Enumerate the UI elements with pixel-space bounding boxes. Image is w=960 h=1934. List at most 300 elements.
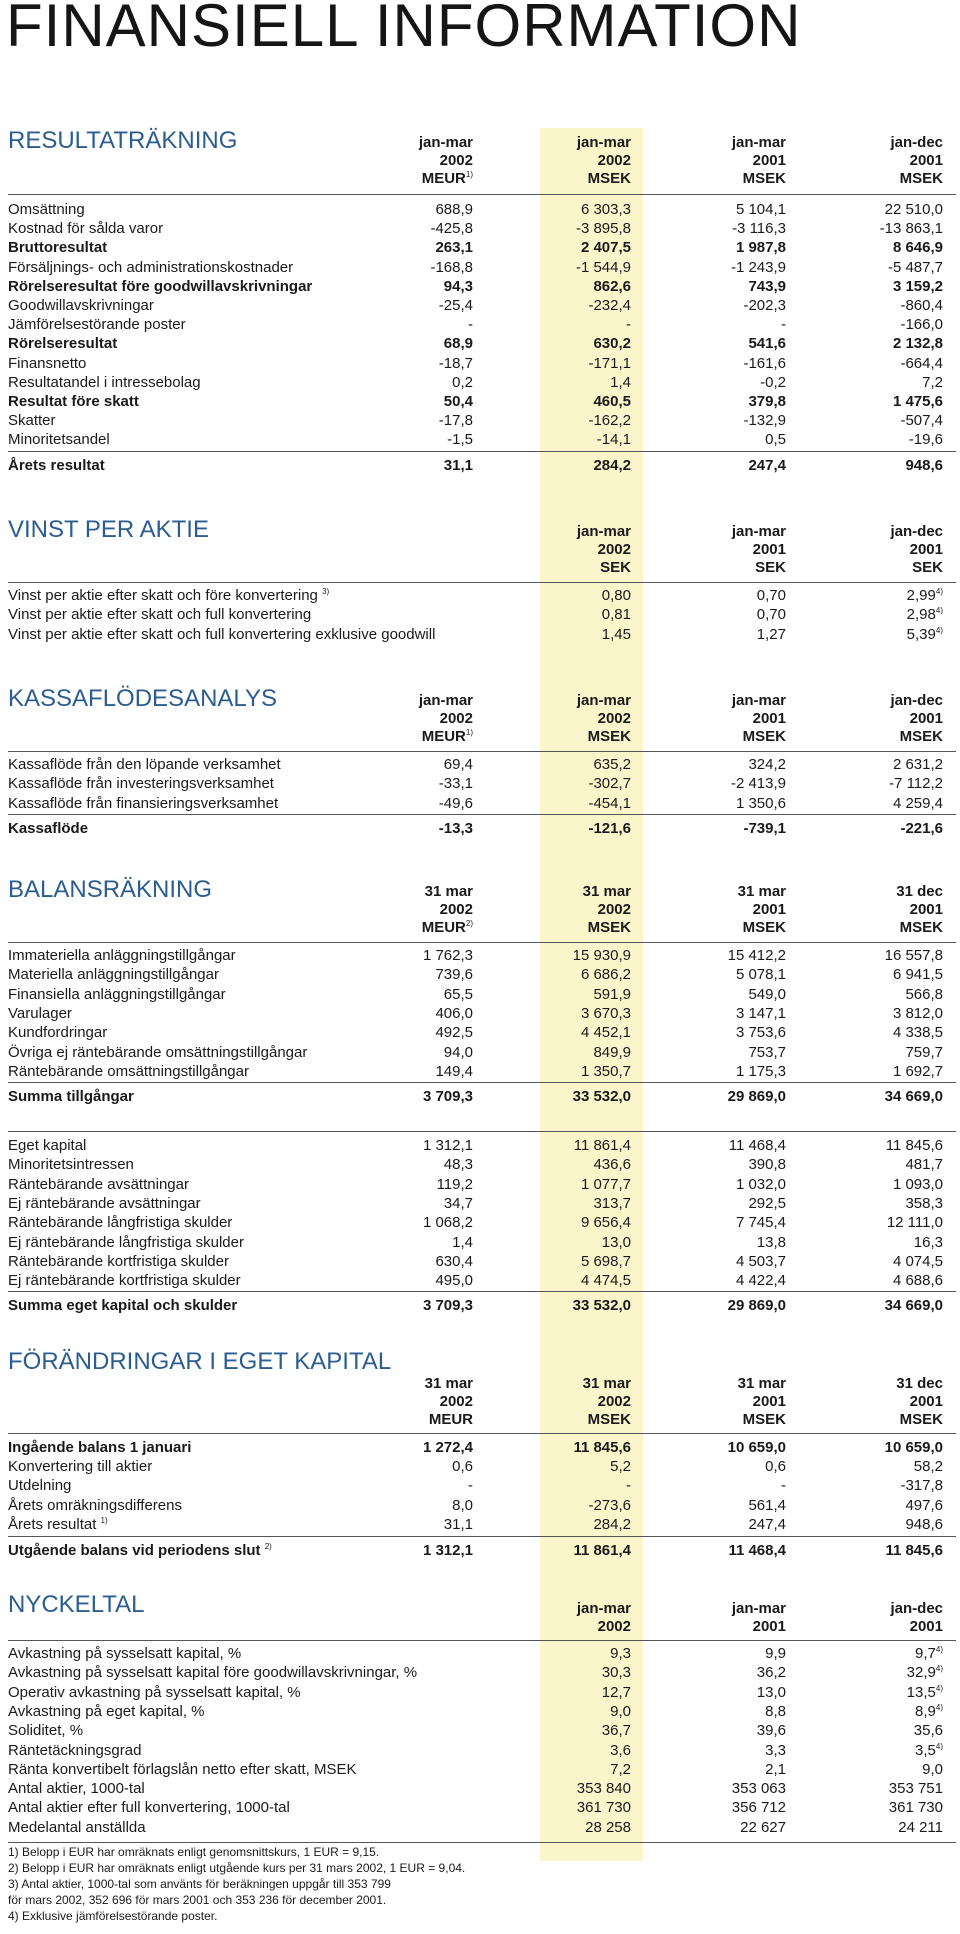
cell-value: -132,9 (743, 412, 786, 430)
row-label: Övriga ej räntebärande omsättningstillgångar (8, 1043, 308, 1061)
cell-value: 2,98$^{4)}$ (906, 606, 943, 624)
cell-value: 324,2 (748, 756, 786, 773)
row-label: Vinst per aktie efter skatt och full konvertering exklusive goodwill (8, 625, 436, 643)
table-row (8, 354, 948, 373)
cell-value: 33 532,0 (572, 1297, 631, 1314)
table-row (8, 200, 948, 219)
cell-value: 0,70 (756, 606, 786, 624)
col-header: jan-dec 2001 MSEK (890, 134, 943, 187)
table-row (8, 1541, 948, 1560)
cell-value: 15 930,9 (572, 947, 631, 964)
col-header: jan-dec 2001 MSEK (890, 692, 943, 745)
cell-value: -25,4 (438, 297, 473, 314)
cell-value: 497,6 (905, 1496, 943, 1514)
cell-value: -1 243,9 (730, 258, 786, 276)
table-row (8, 1438, 948, 1457)
cell-value: 1 077,7 (580, 1175, 631, 1193)
cell-value: -5 487,7 (887, 258, 943, 276)
cell-value: 1 350,7 (580, 1062, 631, 1080)
cell-value: 1 762,3 (422, 947, 473, 964)
table-row (8, 1476, 948, 1495)
row-label: Konvertering till aktier (8, 1458, 153, 1475)
cell-value: 739,6 (435, 966, 473, 984)
row-label: Rörelseresultat före goodwillavskrivningar (8, 277, 313, 295)
section-title: FÖRÄNDRINGAR I EGET KAPITAL (8, 1348, 392, 1375)
row-label: Medelantal anställda (8, 1818, 146, 1836)
table-row (8, 1663, 948, 1682)
cell-value: 2 631,2 (892, 756, 943, 773)
cell-value: 591,9 (593, 985, 631, 1003)
col-header: 31 dec 2001 MSEK (896, 883, 943, 936)
cell-value: 0,70 (756, 587, 786, 604)
table-row (8, 1004, 948, 1023)
col-header: jan-dec 2001 SEK (890, 523, 943, 576)
table-row (8, 219, 948, 238)
cell-value: 1,45 (601, 625, 631, 643)
cell-value: -664,4 (900, 354, 943, 372)
divider (8, 194, 956, 195)
cell-value: 361 730 (888, 1799, 943, 1817)
row-label: Räntebärande långfristiga skulder (8, 1214, 233, 1232)
divider (8, 1131, 956, 1132)
cell-value: -18,7 (438, 354, 473, 372)
cell-value: 22 627 (740, 1818, 786, 1836)
page-title: FINANSIELL INFORMATION (6, 0, 802, 59)
row-label: Räntetäckningsgrad (8, 1741, 142, 1759)
row-label: Summa tillgångar (8, 1088, 134, 1105)
table-row (8, 1233, 948, 1252)
cell-value: 50,4 (443, 393, 473, 410)
table-row (8, 1043, 948, 1062)
cell-value: -7 112,2 (889, 775, 943, 793)
footnotes (8, 1844, 465, 1924)
divider (8, 1291, 956, 1292)
cell-value: 688,9 (435, 201, 473, 218)
cell-value: 35,6 (913, 1722, 943, 1740)
row-label: Soliditet, % (8, 1722, 84, 1740)
cell-value: 3 670,3 (580, 1004, 631, 1022)
cell-value: 119,2 (436, 1175, 473, 1193)
table-row (8, 1515, 948, 1534)
table-row (8, 1087, 948, 1106)
cell-value: 39,6 (756, 1722, 786, 1740)
row-label: Eget kapital (8, 1137, 87, 1154)
cell-value: 3,5$^{4)}$ (915, 1741, 943, 1759)
table-row (8, 430, 948, 449)
cell-value: 4 452,1 (580, 1024, 631, 1042)
cell-value: -3 895,8 (575, 220, 631, 238)
cell-value: 4 474,5 (580, 1272, 631, 1290)
table-row (8, 1644, 948, 1663)
cell-value: 33 532,0 (572, 1088, 631, 1105)
cell-value: -1 544,9 (575, 258, 631, 276)
cell-value: -2 413,9 (730, 775, 786, 793)
cell-value: 1 987,8 (735, 239, 786, 257)
cell-value: 12,7 (601, 1683, 631, 1701)
cell-value: 3,6 (610, 1741, 631, 1759)
cell-value: 12 111,0 (886, 1214, 943, 1232)
cell-value: 6 686,2 (580, 966, 631, 984)
cell-value: 30,3 (601, 1664, 631, 1682)
cell-value: 22 510,0 (884, 201, 943, 218)
cell-value: 1,4 (610, 373, 631, 391)
col-header: 31 dec 2001 MSEK (896, 1375, 943, 1428)
divider (8, 751, 956, 752)
row-label: Räntebärande avsättningar (8, 1175, 189, 1193)
cell-value: 753,7 (748, 1043, 786, 1061)
cell-value: 1 312,1 (422, 1137, 473, 1154)
table-row (8, 1702, 948, 1721)
cell-value: 4 503,7 (735, 1252, 786, 1270)
table-row (8, 1136, 948, 1155)
cell-value: 3 159,2 (892, 277, 943, 295)
row-label: Årets omräkningsdifferens (8, 1496, 182, 1514)
cell-value: 31,1 (443, 457, 473, 474)
row-label: Omsättning (8, 201, 85, 218)
col-header: jan-mar 2001 (731, 1600, 786, 1635)
divider (8, 1082, 956, 1083)
cell-value: 630,2 (593, 335, 631, 353)
divider (8, 1640, 956, 1641)
cell-value: 2 407,5 (580, 239, 631, 257)
cell-value: 36,2 (756, 1664, 786, 1682)
cell-value: 69,4 (443, 756, 473, 773)
cell-value: 1 692,7 (892, 1062, 943, 1080)
col-header: 31 mar 2002 MSEK (582, 883, 631, 936)
row-label: Rörelseresultat (8, 335, 118, 353)
cell-value: 11 468,4 (728, 1542, 786, 1559)
cell-value: 34 669,0 (884, 1088, 943, 1105)
col-header: jan-mar 2002 MEUR$^{1)}$ (418, 134, 473, 187)
row-label: Antal aktier, 1000-tal (8, 1780, 145, 1798)
cell-value: 549,0 (748, 985, 786, 1003)
cell-value: 8 646,9 (892, 239, 943, 257)
cell-value: 13,8 (756, 1233, 786, 1251)
cell-value: 3 709,3 (422, 1088, 473, 1105)
col-header: jan-mar 2001 MSEK (731, 134, 786, 187)
table-row (8, 1155, 948, 1174)
table-row (8, 1023, 948, 1042)
cell-value: -739,1 (743, 820, 786, 837)
cell-value: 5,39$^{4)}$ (906, 625, 943, 643)
cell-value: -273,6 (588, 1496, 631, 1514)
footnote: för mars 2002, 352 696 för mars 2001 och 353 236 för december 2001. (8, 1893, 387, 1907)
row-label: Kostnad för sålda varor (8, 220, 164, 238)
cell-value: 356 712 (731, 1799, 786, 1817)
table-row (8, 1194, 948, 1213)
cell-value: 31,1 (443, 1515, 473, 1533)
cell-value: 7,2 (610, 1760, 631, 1778)
row-label: Summa eget kapital och skulder (8, 1297, 238, 1314)
cell-value: 7 745,4 (735, 1214, 786, 1232)
cell-value: 11 845,6 (573, 1439, 631, 1456)
cell-value: 28 258 (585, 1818, 631, 1836)
row-label: Minoritetsandel (8, 431, 110, 449)
row-label: Bruttoresultat (8, 239, 108, 257)
cell-value: 149,4 (435, 1062, 473, 1080)
cell-value: 2,99$^{4)}$ (906, 587, 943, 604)
row-label: Räntebärande omsättningstillgångar (8, 1062, 249, 1080)
table-row (8, 238, 948, 257)
table-row (8, 1818, 948, 1837)
cell-value: 0,6 (765, 1458, 786, 1475)
cell-value: 34,7 (443, 1194, 473, 1212)
cell-value: - (626, 316, 631, 334)
cell-value: 11 845,6 (885, 1542, 943, 1559)
cell-value: 1 312,1 (422, 1542, 473, 1559)
section-title: NYCKELTAL (8, 1591, 145, 1618)
row-label: Minoritetsintressen (8, 1156, 134, 1174)
cell-value: 8,9$^{4)}$ (915, 1702, 943, 1720)
row-label: Skatter (8, 412, 56, 430)
cell-value: 5 104,1 (735, 201, 786, 218)
cell-value: 15 412,2 (727, 947, 786, 964)
cell-value: -317,8 (900, 1477, 943, 1495)
table-row (8, 1296, 948, 1315)
cell-value: -14,1 (596, 431, 631, 449)
table-row (8, 946, 948, 965)
cell-value: -33,1 (438, 775, 473, 793)
cell-value: 9,3 (610, 1645, 631, 1662)
divider (8, 1433, 956, 1434)
cell-value: 11 845,6 (885, 1137, 943, 1154)
cell-value: 759,7 (905, 1043, 943, 1061)
cell-value: 1 175,3 (735, 1062, 786, 1080)
table-row (8, 605, 948, 624)
cell-value: -302,7 (588, 775, 631, 793)
cell-value: 13,0 (756, 1683, 786, 1701)
cell-value: 6 303,3 (580, 201, 631, 218)
cell-value: 0,80 (601, 587, 631, 604)
cell-value: 24 211 (898, 1818, 943, 1836)
cell-value: 5,2 (610, 1458, 631, 1475)
cell-value: 1 068,2 (422, 1214, 473, 1232)
table-row (8, 1683, 948, 1702)
cell-value: 2 132,8 (892, 335, 943, 353)
cell-value: 0,81 (601, 606, 631, 624)
cell-value: 8,0 (452, 1496, 473, 1514)
cell-value: 9,9 (765, 1645, 786, 1662)
table-row (8, 1213, 948, 1232)
cell-value: 4 688,6 (892, 1272, 943, 1290)
cell-value: -221,6 (900, 820, 943, 837)
cell-value: 29 869,0 (727, 1088, 786, 1105)
col-header: jan-mar 2001 MSEK (731, 692, 786, 745)
row-label: Avkastning på sysselsatt kapital, % (8, 1645, 242, 1662)
cell-value: 3 753,6 (735, 1024, 786, 1042)
cell-value: 862,6 (593, 277, 631, 295)
divider (8, 942, 956, 943)
footnote: 4) Exklusive jämförelsestörande poster. (8, 1909, 218, 1923)
row-label: Kassaflöde från investeringsverksamhet (8, 775, 274, 793)
cell-value: 4 338,5 (892, 1024, 943, 1042)
cell-value: - (468, 1477, 473, 1495)
cell-value: -17,8 (438, 412, 473, 430)
table-row (8, 1175, 948, 1194)
col-header: jan-mar 2002 MSEK (576, 134, 631, 187)
row-label: Goodwillavskrivningar (8, 297, 154, 314)
cell-value: -161,6 (743, 354, 786, 372)
divider (8, 814, 956, 815)
table-row (8, 1760, 948, 1779)
cell-value: 2,1 (765, 1760, 786, 1778)
cell-value: 361 730 (576, 1799, 631, 1817)
table-row (8, 985, 948, 1004)
table-row (8, 277, 948, 296)
cell-value: - (781, 316, 786, 334)
cell-value: -49,6 (438, 794, 473, 812)
cell-value: 460,5 (593, 393, 631, 410)
row-label: Vinst per aktie efter skatt och före konvertering $^{3)}$ (8, 587, 330, 604)
cell-value: 630,4 (435, 1252, 473, 1270)
cell-value: 32,9$^{4)}$ (906, 1664, 943, 1682)
table-row (8, 774, 948, 793)
cell-value: -168,8 (430, 258, 473, 276)
cell-value: 16,3 (913, 1233, 943, 1251)
footnote: 1) Belopp i EUR har omräknats enligt genomsnittskurs, 1 EUR = 9,15. (8, 1845, 380, 1859)
row-label: Årets resultat (8, 457, 105, 474)
row-label: Varulager (8, 1004, 72, 1022)
table-row (8, 1721, 948, 1740)
cell-value: 492,5 (435, 1024, 473, 1042)
cell-value: 313,7 (593, 1194, 631, 1212)
divider (8, 1842, 956, 1843)
cell-value: 4 259,4 (892, 794, 943, 812)
cell-value: 566,8 (905, 985, 943, 1003)
table-row (8, 315, 948, 334)
cell-value: 263,1 (435, 239, 473, 257)
row-label: Resultatandel i intressebolag (8, 373, 201, 391)
cell-value: -13,3 (438, 820, 473, 837)
row-label: Ej räntebärande kortfristiga skulder (8, 1272, 241, 1290)
cell-value: 284,2 (593, 1515, 631, 1533)
row-label: Räntebärande kortfristiga skulder (8, 1252, 229, 1270)
table-row (8, 334, 948, 353)
cell-value: 13,5$^{4)}$ (906, 1683, 943, 1701)
cell-value: 495,0 (435, 1272, 473, 1290)
col-header: 31 mar 2002 MEUR$^{2)}$ (421, 883, 473, 936)
cell-value: -202,3 (743, 297, 786, 314)
table-row (8, 296, 948, 315)
cell-value: -425,8 (430, 220, 473, 238)
row-label: Operativ avkastning på sysselsatt kapital, % (8, 1683, 301, 1701)
table-row (8, 1252, 948, 1271)
col-header: jan-mar 2002 (576, 1600, 631, 1635)
col-header: jan-mar 2002 SEK (576, 523, 631, 576)
cell-value: 353 063 (731, 1780, 786, 1798)
table-row (8, 1496, 948, 1515)
cell-value: 16 557,8 (884, 947, 943, 964)
cell-value: 10 659,0 (884, 1439, 943, 1456)
cell-value: 4 422,4 (735, 1272, 786, 1290)
cell-value: 36,7 (601, 1722, 631, 1740)
table-row (8, 794, 948, 813)
cell-value: 743,9 (748, 277, 786, 295)
row-label: Finansnetto (8, 354, 87, 372)
cell-value: -13 863,1 (879, 220, 943, 238)
row-label: Ingående balans 1 januari (8, 1439, 192, 1456)
cell-value: 948,6 (905, 457, 943, 474)
cell-value: 9,0 (922, 1760, 943, 1778)
table-row (8, 625, 948, 644)
section-title: VINST PER AKTIE (8, 516, 209, 543)
col-header: 31 mar 2001 MSEK (737, 1375, 786, 1428)
table-row (8, 965, 948, 984)
row-label: Utdelning (8, 1477, 72, 1495)
cell-value: 9 656,4 (580, 1214, 631, 1232)
cell-value: 34 669,0 (884, 1297, 943, 1314)
cell-value: 4 074,5 (892, 1252, 943, 1270)
cell-value: -166,0 (900, 316, 943, 334)
row-label: Vinst per aktie efter skatt och full konvertering (8, 606, 312, 624)
cell-value: 48,3 (443, 1156, 473, 1174)
cell-value: 6 941,5 (892, 966, 943, 984)
section-title: KASSAFLÖDESANALYS (8, 685, 277, 712)
table-row (8, 1779, 948, 1798)
cell-value: 11 861,4 (573, 1542, 631, 1559)
cell-value: 1,4 (452, 1233, 473, 1251)
cell-value: 13,0 (601, 1233, 631, 1251)
cell-value: 5 078,1 (735, 966, 786, 984)
cell-value: 9,7$^{4)}$ (915, 1645, 943, 1662)
col-header: jan-mar 2002 MSEK (576, 692, 631, 745)
cell-value: 3 812,0 (892, 1004, 943, 1022)
cell-value: 3 709,3 (422, 1297, 473, 1314)
cell-value: 436,6 (593, 1156, 631, 1174)
table-row (8, 258, 948, 277)
cell-value: 65,5 (443, 985, 473, 1003)
cell-value: 1 272,4 (422, 1439, 473, 1456)
row-label: Jämförelsestörande poster (8, 316, 186, 334)
cell-value: 358,3 (905, 1194, 943, 1212)
cell-value: -454,1 (588, 794, 631, 812)
table-row (8, 755, 948, 774)
cell-value: -860,4 (900, 297, 943, 314)
table-row (8, 1741, 948, 1760)
table-row (8, 1271, 948, 1290)
row-label: Immateriella anläggningstillgångar (8, 947, 236, 964)
cell-value: 1,27 (756, 625, 786, 643)
cell-value: 849,9 (593, 1043, 631, 1061)
row-label: Finansiella anläggningstillgångar (8, 985, 226, 1003)
divider (8, 582, 956, 583)
cell-value: 10 659,0 (727, 1439, 786, 1456)
cell-value: - (626, 1477, 631, 1495)
row-label: Kassaflöde från den löpande verksamhet (8, 756, 281, 773)
cell-value: 29 869,0 (727, 1297, 786, 1314)
cell-value: -1,5 (447, 431, 473, 449)
section-title: BALANSRÄKNING (8, 876, 213, 903)
cell-value: 68,9 (443, 335, 473, 353)
cell-value: 94,0 (443, 1043, 473, 1061)
cell-value: -0,2 (760, 373, 786, 391)
cell-value: 948,6 (905, 1515, 943, 1533)
cell-value: 8,8 (765, 1702, 786, 1720)
col-header: jan-dec 2001 (890, 1600, 943, 1635)
cell-value: 0,2 (452, 373, 473, 391)
col-header: 31 mar 2002 MSEK (582, 1375, 631, 1428)
cell-value: 0,6 (452, 1458, 473, 1475)
cell-value: - (468, 316, 473, 334)
table-row (8, 586, 948, 605)
cell-value: 247,4 (748, 457, 786, 474)
cell-value: 390,8 (748, 1156, 786, 1174)
row-label: Ränta konvertibelt förlagslån netto efter skatt, MSEK (8, 1760, 357, 1778)
cell-value: 379,8 (748, 393, 786, 410)
cell-value: -507,4 (900, 412, 943, 430)
cell-value: 1 350,6 (735, 794, 786, 812)
table-row (8, 392, 948, 411)
